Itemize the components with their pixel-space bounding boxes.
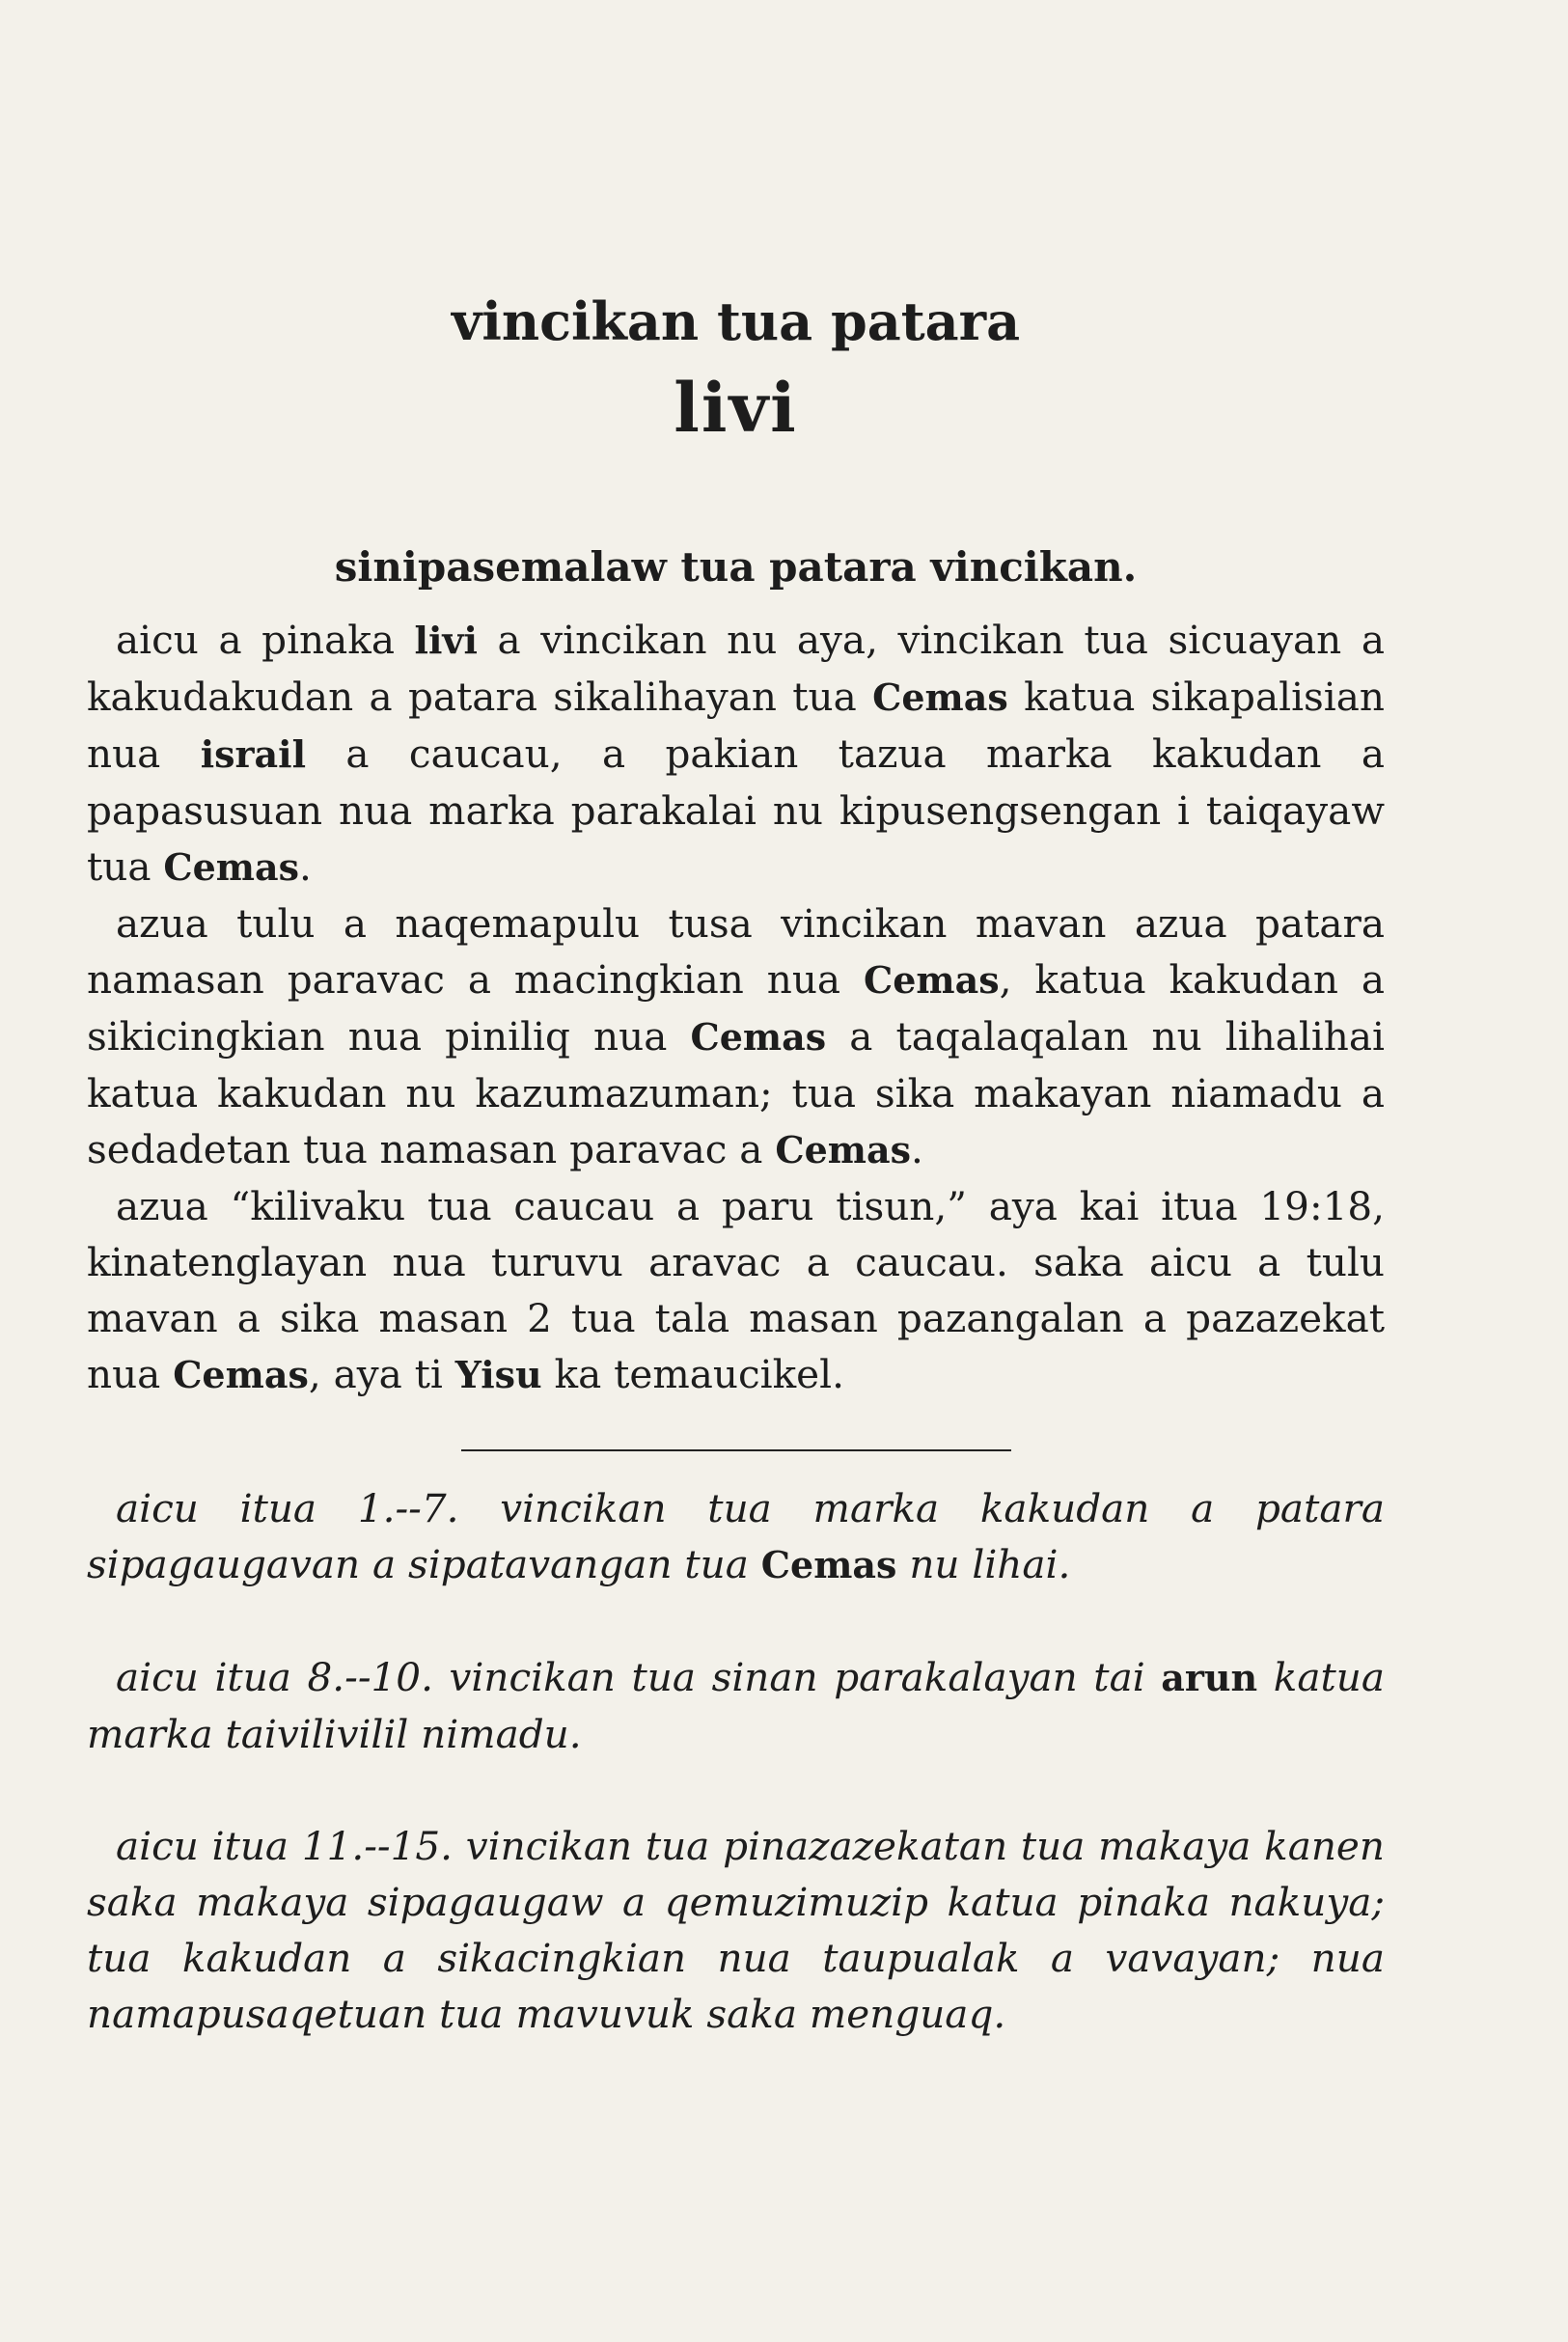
book-name: livi <box>674 368 798 448</box>
intro-paragraph-3: azua “kilivaku tua caucau a paru tisun,” aya kai itua 19:18, kinatenglayan nua turuvu aravac a caucau. saka aicu a tulu mavan a sika masan 2 tua tala masan pazangalan a pazazekat nua Cemas, aya ti Yisu ka temaucikel. <box>87 1183 1385 1397</box>
outline-item-3: aicu itua 11.--15. vincikan tua pinazazekatan tua makaya kanen saka makaya sipagaugaw a qemuzimuzip katua pinaka nakuya; tua kakudan a sikacingkian nua taupualak a vavayan; nua namapusaqetuan tua mavuvuk saka menguaq. <box>87 1823 1385 2037</box>
intro-paragraph-2: azua tulu a naqemapulu tusa vincikan mavan azua patara namasan paravac a macingkian nua Cemas, katua kakudan a sikicingkian nua piniliq nua Cemas a taqalaqalan nu lihalihai katua kakudan nu kazumazuman; tua sika makayan niamadu a sedadetan tua namasan paravac a Cemas. <box>87 900 1385 1172</box>
outline-item-1: aicu itua 1.--7. vincikan tua marka kakudan a patara sipagaugavan a sipatavangan tua Cemas nu lihai. <box>87 1485 1385 1587</box>
chapter-title: vincikan tua patara <box>451 290 1021 352</box>
intro-subtitle: sinipasemalaw tua patara vincikan. <box>334 543 1138 591</box>
page-content <box>87 289 1385 2098</box>
section-divider <box>461 1449 1011 1451</box>
intro-paragraph-1: aicu a pinaka livi a vincikan nu aya, vincikan tua sicuayan a kakudakudan a patara sikalihayan tua Cemas katua sikapalisian nua israil a caucau, a pakian tazua marka kakudan a papasusuan nua marka parakalai nu kipusengsengan i taiqayaw tua Cemas. <box>87 617 1385 890</box>
outline-item-2: aicu itua 8.--10. vincikan tua sinan parakalayan tai arun katua marka taivilivilil nimadu. <box>87 1654 1385 1757</box>
